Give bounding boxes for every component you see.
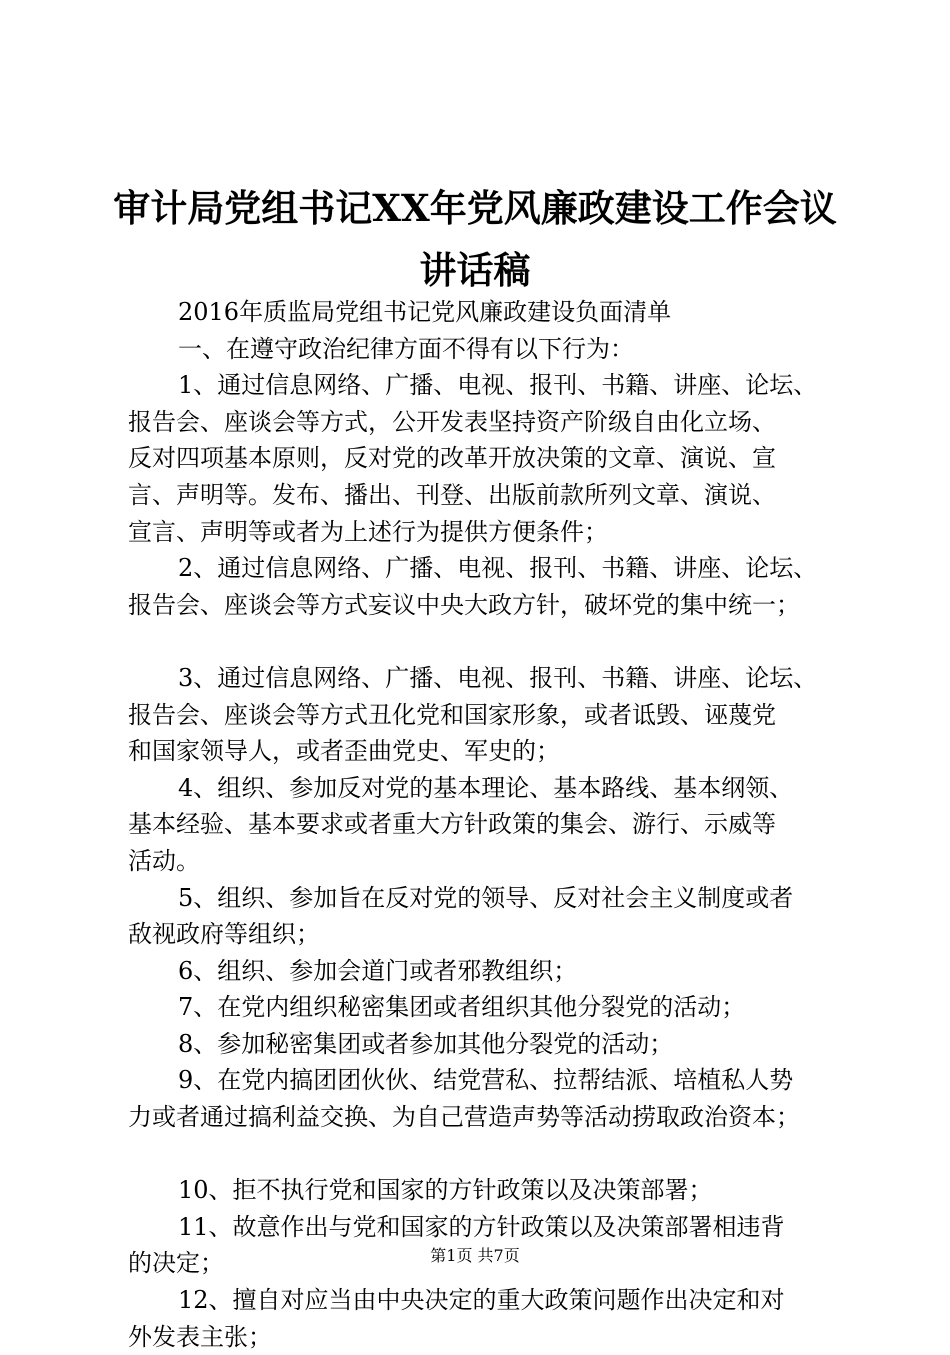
item-5-line: 5、组织、参加旨在反对党的领导、反对社会主义制度或者 xyxy=(178,883,794,912)
item-1-line: 言、声明等。发布、播出、刊登、出版前款所列文章、演说、 xyxy=(128,480,776,509)
item-10-line: 10、拒不执行党和国家的方针政策以及决策部署； xyxy=(178,1176,713,1205)
item-3-line: 3、通过信息网络、广播、电视、报刊、书籍、讲座、论坛、 xyxy=(178,663,818,692)
item-11-line: 的决定； xyxy=(128,1249,224,1278)
page-number-footer: 第1页 共7页 xyxy=(430,1246,520,1265)
item-9-line: 力或者通过搞利益交换、为自己营造声势等活动捞取政治资本； xyxy=(128,1103,800,1132)
item-4-line: 4、组织、参加反对党的基本理论、基本路线、基本纲领、 xyxy=(178,773,794,802)
item-1-line: 宣言、声明等或者为上述行为提供方便条件； xyxy=(128,517,608,546)
item-4-line: 基本经验、基本要求或者重大方针政策的集会、游行、示威等 xyxy=(128,810,776,839)
item-1-line: 报告会、座谈会等方式，公开发表坚持资产阶级自由化立场、 xyxy=(128,407,776,436)
subtitle-line: 2016年质监局党组书记党风廉政建设负面清单 xyxy=(178,298,672,326)
item-11-line: 11、故意作出与党和国家的方针政策以及决策部署相违背 xyxy=(178,1212,785,1241)
item-3-line: 报告会、座谈会等方式丑化党和国家形象，或者诋毁、诬蔑党 xyxy=(128,700,776,729)
item-1-line: 1、通过信息网络、广播、电视、报刊、书籍、讲座、论坛、 xyxy=(178,371,818,400)
item-2-line: 2、通过信息网络、广播、电视、报刊、书籍、讲座、论坛、 xyxy=(178,554,818,583)
paragraph-gap xyxy=(128,623,848,660)
section-heading: 一、在遵守政治纪律方面不得有以下行为： xyxy=(178,334,634,363)
item-1-line: 反对四项基本原则，反对党的改革开放决策的文章、演说、宣 xyxy=(128,444,776,473)
item-12-line: 外发表主张； xyxy=(128,1322,272,1351)
item-4-line: 活动。 xyxy=(128,846,200,875)
document-title-line-1: 审计局党组书记XX年党风廉政建设工作会议 xyxy=(113,186,837,230)
item-12-line: 12、擅自对应当由中央决定的重大政策问题作出决定和对 xyxy=(178,1286,785,1315)
document-title-line-2: 讲话稿 xyxy=(419,248,531,292)
document-body xyxy=(128,294,848,1355)
item-7-line: 7、在党内组织秘密集团或者组织其他分裂党的活动； xyxy=(178,993,746,1022)
item-2-line: 报告会、座谈会等方式妄议中央大政方针，破坏党的集中统一； xyxy=(128,590,800,619)
item-3-line: 和国家领导人，或者歪曲党史、军史的； xyxy=(128,737,560,766)
paragraph-gap xyxy=(128,1136,848,1173)
item-8-line: 8、参加秘密集团或者参加其他分裂党的活动； xyxy=(178,1029,674,1058)
item-9-line: 9、在党内搞团团伙伙、结党营私、拉帮结派、培植私人势 xyxy=(178,1066,794,1095)
item-6-line: 6、组织、参加会道门或者邪教组织； xyxy=(178,956,578,985)
item-5-line: 敌视政府等组织； xyxy=(128,920,320,949)
